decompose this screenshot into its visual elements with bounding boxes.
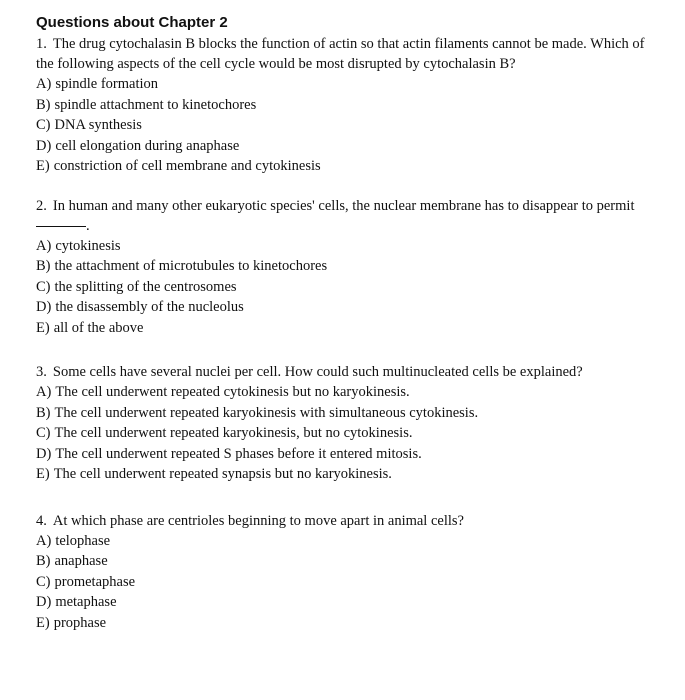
page-title: Questions about Chapter 2 [36,14,228,31]
answer-options [36,236,665,339]
answer-option: B) spindle attachment to kinetochores [36,96,257,113]
answer-option: E) The cell underwent repeated synapsis but no karyokinesis. [36,466,392,482]
question-text: At which phase are centrioles beginning to move apart in animal cells? [52,512,464,529]
answer-option: B) The cell underwent repeated karyokinesis with simultaneous cytokinesis. [36,404,479,421]
answer-option: C) the splitting of the centrosomes [36,278,237,295]
question-3 [36,362,665,485]
question-4 [36,511,665,634]
question-2 [36,196,665,339]
answer-option: E) all of the above [36,319,144,336]
answer-options [36,531,665,634]
question-stem: 2. In human and many other eukaryotic species' cells, the nuclear membrane has to disappear to permit . [36,197,635,234]
answer-option: C) The cell underwent repeated karyokinesis, but no cytokinesis. [36,425,413,441]
question-number: 3. [36,364,47,380]
answer-option: D) cell elongation during anaphase [36,137,240,154]
answer-option: B) anaphase [36,553,108,569]
answer-option: A) cytokinesis [36,237,121,254]
answer-option: A) The cell underwent repeated cytokinesis but no karyokinesis. [36,384,410,400]
answer-option: D) the disassembly of the nucleolus [36,299,244,315]
answer-option: A) telophase [36,532,111,549]
answer-option: C) DNA synthesis [36,117,142,133]
question-1 [36,34,665,177]
question-number: 2. [36,197,47,214]
question-text: In human and many other eukaryotic species' cells, the nuclear membrane has to disappear to permit [52,197,635,214]
question-stem [36,511,665,531]
answer-option: A) spindle formation [36,76,159,92]
answer-option: E) prophase [36,614,107,631]
question-number: 4. [36,512,47,529]
fill-in-blank [36,225,86,227]
answer-option: E) constriction of cell membrane and cytokinesis [36,158,321,174]
answer-option: D) metaphase [36,594,117,610]
answer-options [36,382,665,485]
answer-option: D) The cell underwent repeated S phases before it entered mitosis. [36,445,422,462]
question-stem [36,34,665,74]
question-number: 1. [36,36,47,52]
answer-options [36,74,665,177]
question-text: Some cells have several nuclei per cell. How could such multinucleated cells be explained? [52,364,583,380]
question-stem [36,362,665,382]
answer-option: B) the attachment of microtubules to kinetochores [36,258,328,274]
question-text: The drug cytochalasin B blocks the function of actin so that actin filaments cannot be made. Which of the following aspects of the cell cycle would be most disrupted by cytochalasin B? [36,36,645,72]
answer-option: C) prometaphase [36,573,136,590]
